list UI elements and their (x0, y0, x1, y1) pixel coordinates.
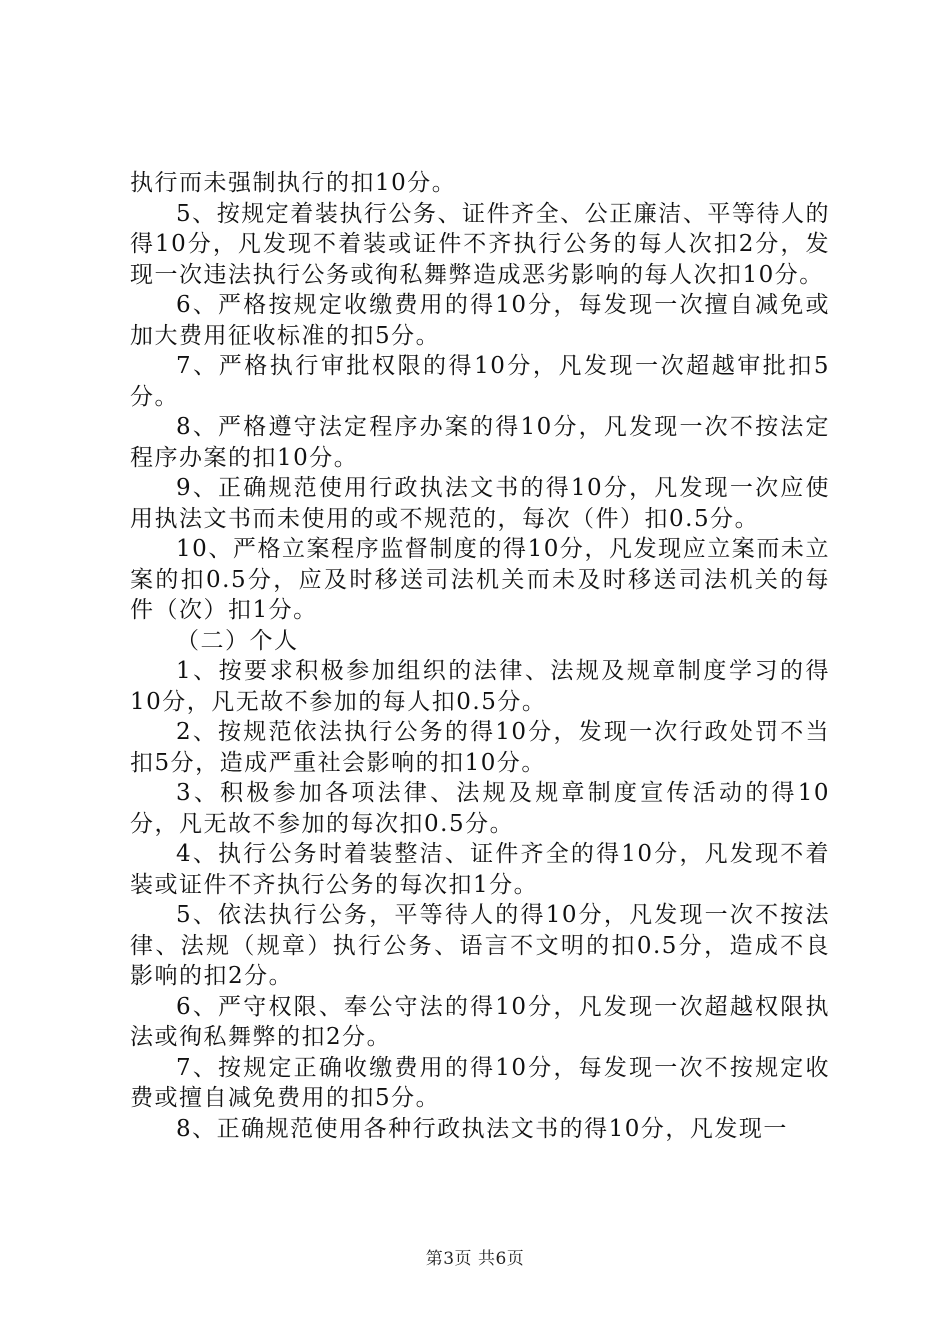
page-number-label: 第3页 共6页 (425, 1249, 525, 1269)
paragraph: 执行而未强制执行的扣10分。 (130, 170, 457, 196)
page-footer (0, 1244, 950, 1269)
paragraph: 7、按规定正确收缴费用的得10分，每发现一次不按规定收费或擅自减免费用的扣5分。 (130, 1054, 830, 1111)
paragraph: 8、正确规范使用各种行政执法文书的得10分，凡发现一 (176, 1115, 788, 1142)
paragraph: 1、按要求积极参加组织的法律、法规及规章制度学习的得10分，凡无故不参加的每人扣0.5分。 (130, 658, 830, 715)
paragraph: 6、严守权限、奉公守法的得10分，凡发现一次超越权限执法或徇私舞弊的扣2分。 (130, 993, 830, 1050)
paragraph: 9、正确规范使用行政执法文书的得10分，凡发现一次应使用执法文书而未使用的或不规范的，每次（件）扣0.5分。 (130, 475, 830, 532)
paragraph: 3、积极参加各项法律、法规及规章制度宣传活动的得10分，凡无故不参加的每次扣0.5分。 (130, 780, 830, 837)
paragraph: 5、依法执行公务，平等待人的得10分，凡发现一次不按法律、法规（规章）执行公务、语言不文明的扣0.5分，造成不良影响的扣2分。 (130, 902, 830, 989)
paragraph: 7、严格执行审批权限的得10分，凡发现一次超越审批扣5分。 (130, 353, 830, 410)
document-body (130, 168, 830, 1144)
paragraph: 5、按规定着装执行公务、证件齐全、公正廉洁、平等待人的得10分，凡发现不着装或证件不齐执行公务的每人次扣2分，发现一次违法执行公务或徇私舞弊造成恶劣影响的每人次扣10分。 (130, 200, 830, 288)
paragraph: 2、按规范依法执行公务的得10分，发现一次行政处罚不当扣5分，造成严重社会影响的扣10分。 (130, 719, 830, 776)
paragraph: 8、严格遵守法定程序办案的得10分，凡发现一次不按法定程序办案的扣10分。 (130, 414, 830, 471)
section-heading: （二）个人 (176, 627, 299, 654)
paragraph: 6、严格按规定收缴费用的得10分，每发现一次擅自减免或加大费用征收标准的扣5分。 (130, 292, 830, 349)
paragraph: 10、严格立案程序监督制度的得10分，凡发现应立案而未立案的扣0.5分，应及时移送司法机关而未及时移送司法机关的每件（次）扣1分。 (130, 536, 830, 623)
paragraph: 4、执行公务时着装整洁、证件齐全的得10分，凡发现不着装或证件不齐执行公务的每次扣1分。 (130, 841, 830, 898)
